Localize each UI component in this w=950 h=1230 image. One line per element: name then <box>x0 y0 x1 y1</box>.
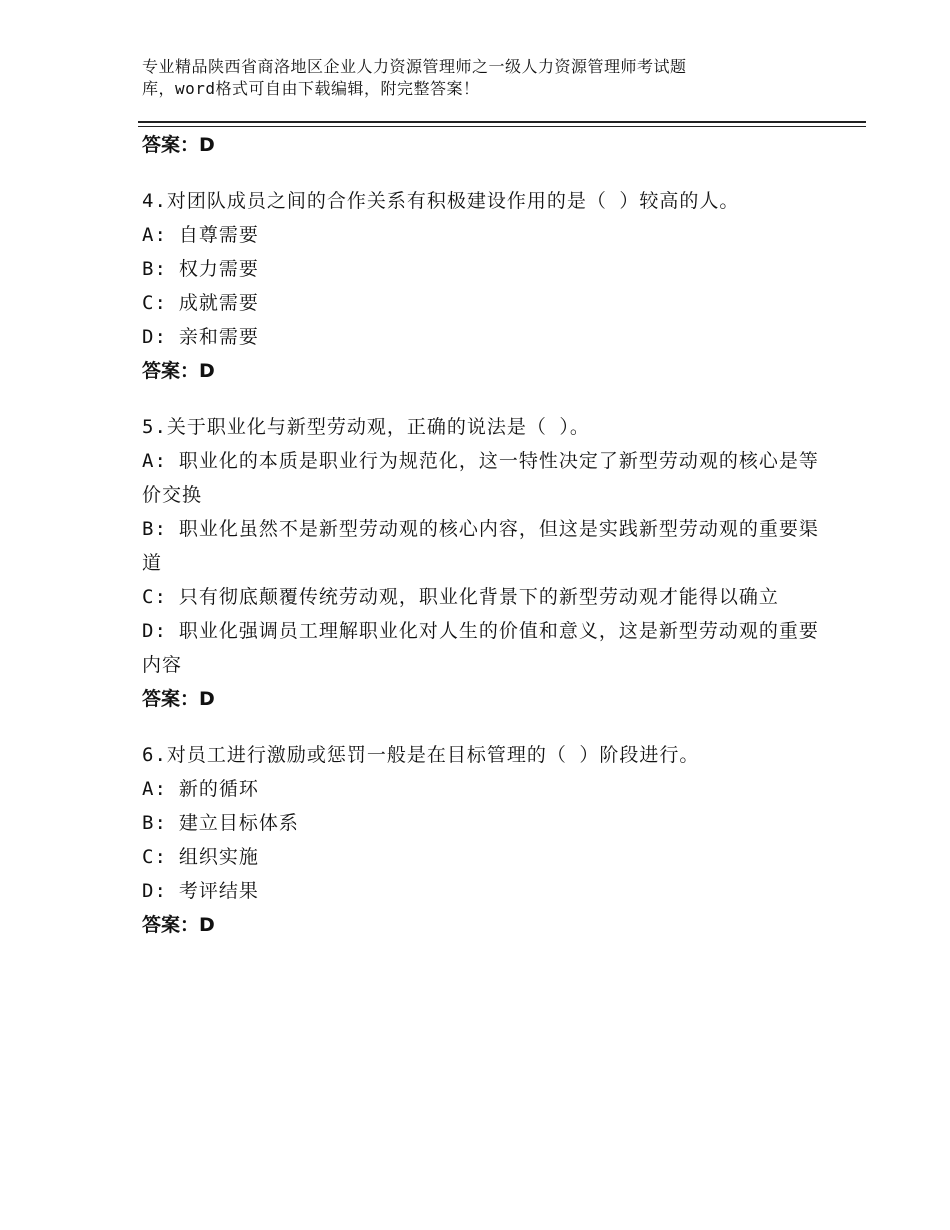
question-stem: 5.关于职业化与新型劳动观，正确的说法是（ ）。 <box>142 416 590 438</box>
answer: 答案：D <box>142 914 215 936</box>
option-letter: C: <box>142 846 167 868</box>
question-list <box>142 128 832 942</box>
option-text: 建立目标体系 <box>178 812 299 834</box>
question-4 <box>142 184 832 388</box>
option-letter: C: <box>142 586 167 608</box>
option-a <box>142 444 832 512</box>
question-stem: 6.对员工进行激励或惩罚一般是在目标管理的（ ）阶段进行。 <box>142 744 700 766</box>
option-d <box>142 320 832 354</box>
option-d <box>142 614 832 682</box>
option-b <box>142 512 832 580</box>
option-text: 只有彻底颠覆传统劳动观，职业化背景下的新型劳动观才能得以确立 <box>178 586 779 608</box>
previous-answer: 答案：D <box>142 134 215 156</box>
answer: 答案：D <box>142 360 215 382</box>
answer: 答案：D <box>142 688 215 710</box>
option-a <box>142 772 832 806</box>
option-letter: B: <box>142 258 167 280</box>
option-letter: A: <box>142 224 167 246</box>
option-letter: D: <box>142 880 167 902</box>
option-text: 权力需要 <box>178 258 259 280</box>
option-letter: C: <box>142 292 167 314</box>
header-rule-thin <box>138 126 866 127</box>
header-line-1: 专业精品陕西省商洛地区企业人力资源管理师之一级人力资源管理师考试题 <box>142 57 687 76</box>
option-c <box>142 840 832 874</box>
option-text: 成就需要 <box>178 292 259 314</box>
option-letter: A: <box>142 778 167 800</box>
option-letter: B: <box>142 518 167 540</box>
option-letter: D: <box>142 620 167 642</box>
option-c <box>142 286 832 320</box>
option-text: 组织实施 <box>178 846 259 868</box>
option-text: 亲和需要 <box>178 326 259 348</box>
question-6 <box>142 738 832 942</box>
option-text: 职业化虽然不是新型劳动观的核心内容，但这是实践新型劳动观的重要渠道 <box>142 518 819 574</box>
header-rule-thick <box>138 121 866 123</box>
question-5 <box>142 410 832 716</box>
option-b <box>142 252 832 286</box>
option-text: 自尊需要 <box>178 224 259 246</box>
option-text: 职业化的本质是职业行为规范化，这一特性决定了新型劳动观的核心是等价交换 <box>142 450 819 506</box>
option-text: 新的循环 <box>178 778 259 800</box>
question-stem: 4.对团队成员之间的合作关系有积极建设作用的是（ ）较高的人。 <box>142 190 740 212</box>
option-c <box>142 580 832 614</box>
page-header <box>142 56 822 100</box>
option-letter: D: <box>142 326 167 348</box>
option-d <box>142 874 832 908</box>
option-text: 考评结果 <box>178 880 259 902</box>
header-line-2: 库，word格式可自由下载编辑，附完整答案！ <box>142 79 480 98</box>
option-text: 职业化强调员工理解职业化对人生的价值和意义，这是新型劳动观的重要内容 <box>142 620 819 676</box>
option-b <box>142 806 832 840</box>
option-letter: B: <box>142 812 167 834</box>
option-letter: A: <box>142 450 167 472</box>
option-a <box>142 218 832 252</box>
